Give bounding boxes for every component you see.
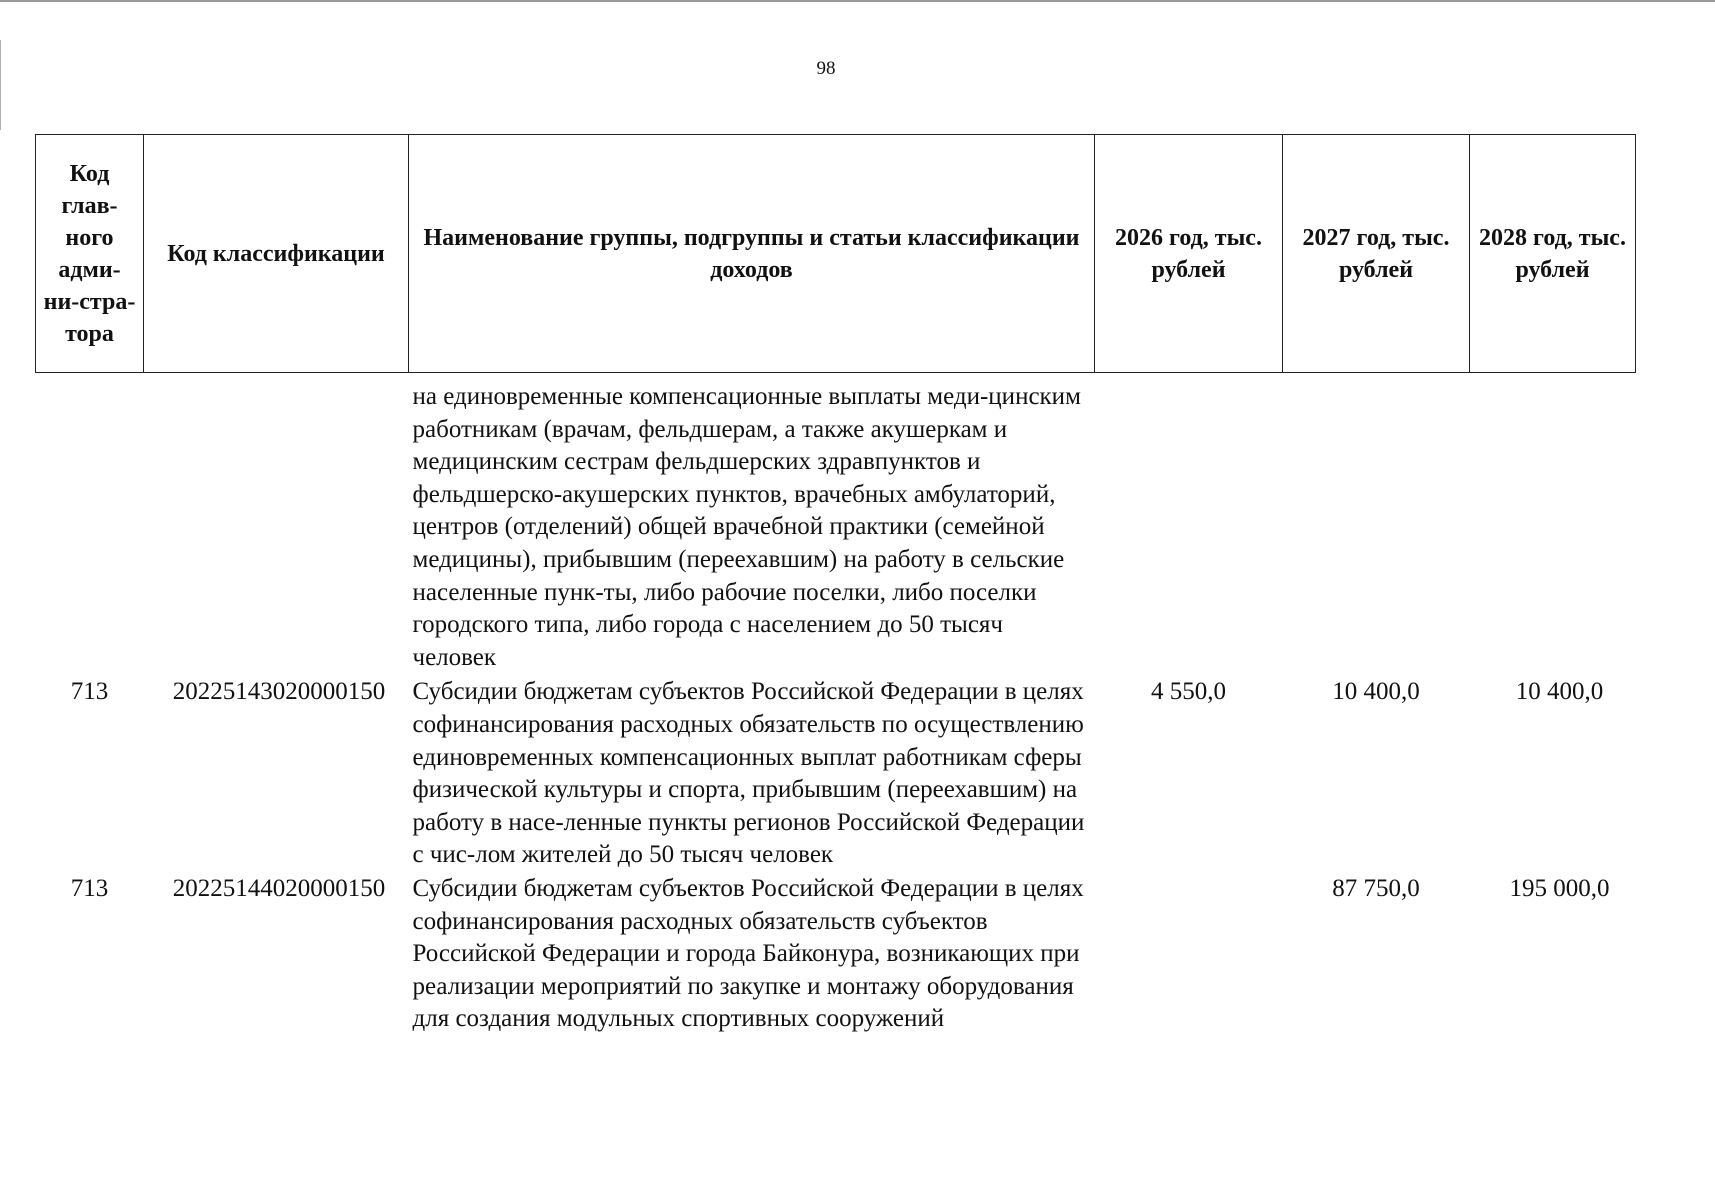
cell-2026 [1095,872,1283,1036]
cell-name: на единовременные компенсационные выплаты меди-цинским работникам (врачам, фельдшерам, а также акушеркам и медицинским сестрам фельдшерских здравпунктов и фельдшерско-акушерских пунктов, врачебных амбулаторий, центров (отделений) общей врачебной практики (семейной медицины), прибывшим (переехавшим) на работу в сельские населенные пунк-ты, либо рабочие поселки, либо поселки городского типа, либо города с населением до 50 тысяч человек [412,383,1081,671]
cell-admin-code: 713 [70,678,109,706]
cell-2026: 4 550,0 [1151,678,1226,706]
cell-name: Субсидии бюджетам субъектов Российской Федерации в целях софинансирования расходных обязательств по осуществлению единовременных компенсационных выплат работникам сферы физической культуры и спорта, прибывшим (переехавшим) на работу в насе-ленные пункты регионов Российской Федерации с чис-лом жителей до 50 тысяч человек [412,678,1085,869]
cell-2028: 10 400,0 [1515,678,1604,706]
table-row [36,674,1636,872]
header-2028: 2028 год, тыс. рублей [1470,135,1636,373]
cell-class-code: 20225144020000150 [172,874,386,902]
cell-admin-code [36,373,144,675]
header-class-code: Код классификации [144,135,409,373]
table-row [36,872,1636,1036]
cell-2028: 195 000,0 [1509,874,1610,902]
scan-edge-top [0,0,1715,2]
cell-2027: 10 400,0 [1332,678,1420,706]
header-2026: 2026 год, тыс. рублей [1095,135,1283,373]
page-number: 98 [816,58,836,79]
cell-class-code [144,373,409,675]
cell-class-code: 20225143020000150 [172,678,386,706]
header-name: Наименование группы, подгруппы и статьи классификации доходов [409,135,1095,373]
header-admin-code: Код глав-ного адми-ни-стра-тора [36,135,144,373]
cell-2027 [1283,373,1470,675]
header-2027: 2027 год, тыс. рублей [1283,135,1470,373]
table-row-continuation [36,373,1636,675]
cell-2026 [1095,373,1283,675]
scan-edge-left [0,40,1,130]
cell-name: Субсидии бюджетам субъектов Российской Федерации в целях софинансирования расходных обязательств субъектов Российской Федерации и города Байконура, возникающих при реализации мероприятий по закупке и монтажу оборудования для создания модульных спортивных сооружений [412,874,1084,1033]
header-row [36,135,1636,373]
cell-admin-code: 713 [70,874,109,902]
table-header [36,135,1636,373]
cell-2027: 87 750,0 [1332,874,1420,902]
revenue-table [35,134,1636,1036]
table-body [36,373,1636,1036]
cell-2028 [1470,373,1636,675]
